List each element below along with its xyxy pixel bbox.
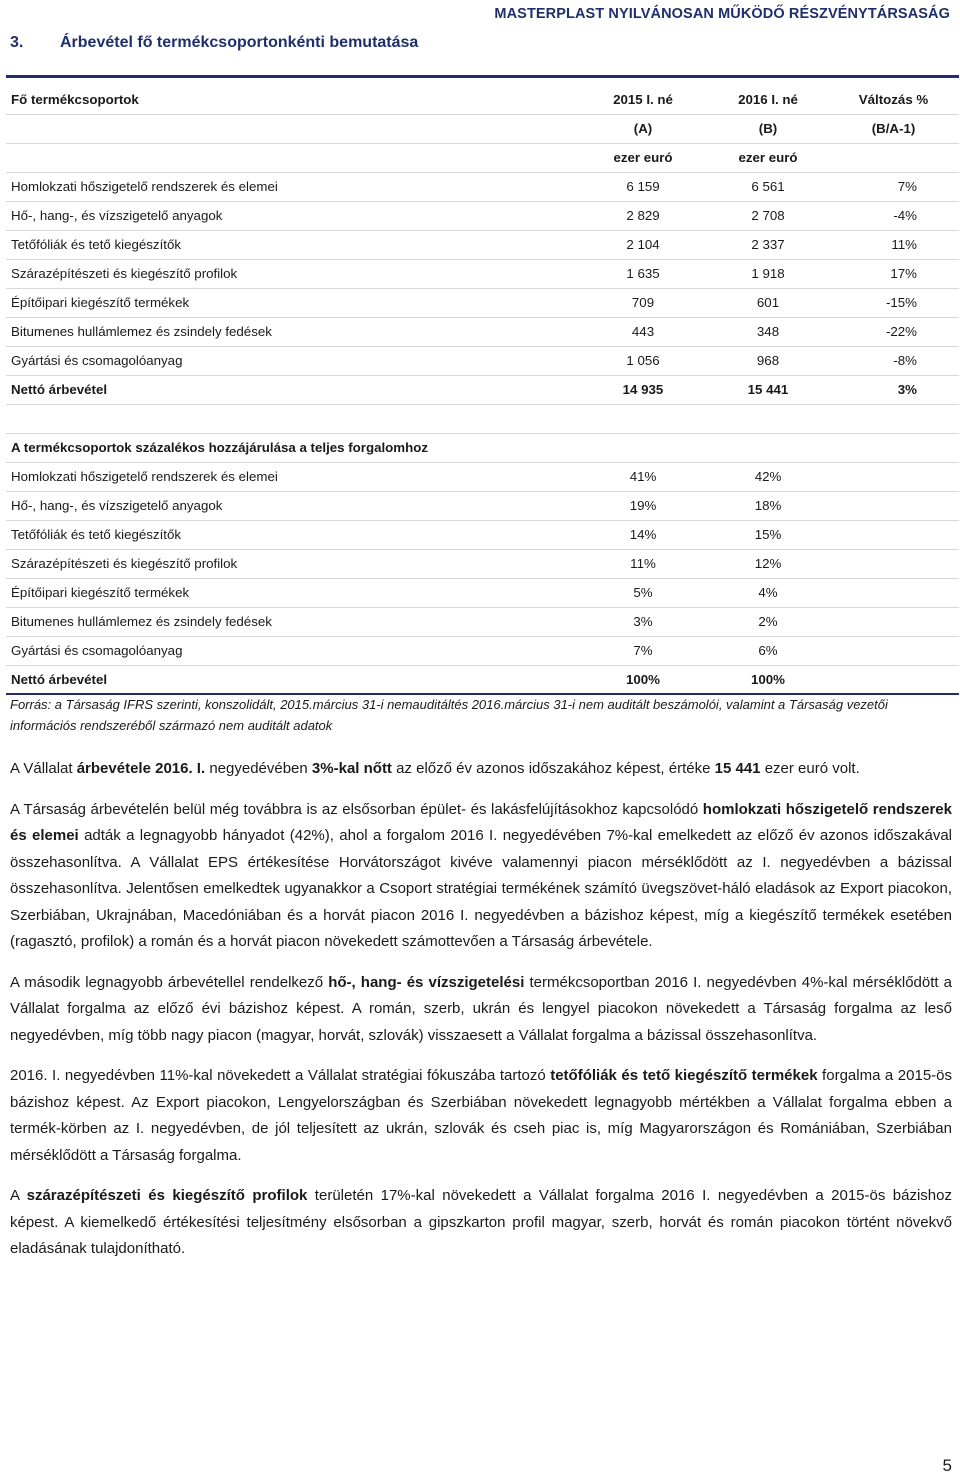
- table-row: [6, 230, 959, 259]
- text-run: területén 17%-kal növekedett a Vállalat forgalma 2016 I. negyedévben a 2015-ös bázishoz képest. A kiemelkedő értékesítési teljesítmény elsősorban a gipszkarton profil magyar, szerb, horvát és román piacokon történt növekvő eladásának tulajdonítható.: [10, 1187, 952, 1257]
- share-2016: 2%: [708, 607, 828, 636]
- product-group-label: Bitumenes hullámlemez és zsindely fedések: [6, 317, 578, 346]
- text-run: az előző év azonos időszakához képest, értéke: [391, 760, 715, 777]
- value-2015: 709: [578, 288, 708, 317]
- text-run: adták a legnagyobb hányadot (42%), ahol a forgalom 2016 I. negyedévében 7%-kal emelkedett az előző év azonos időszakával összehasonlítva. A Vállalat EPS értékesítése Horvátországot kivéve valamennyi piacon mérséklődött az I. negyedévben a bázissal összehasonlítva. Jelentősen emelkedtek ugyanakkor a Csoport stratégiai termékének számító üvegszövet-háló eladások az Export piacokon, Szerbiában, Ukrajnában, Macedóniában és a horvát piacon 2016 I. negyedévben a bázishoz képest, míg a kiegészítő termékek esetében (ragasztó, profilok) a román és a horvát piacon növekedett számottevően a Társaság árbevétele.: [10, 827, 952, 950]
- company-name: MASTERPLAST NYILVÁNOSAN MŰKÖDŐ RÉSZVÉNYTÁRSASÁG: [494, 6, 950, 22]
- value-2016: 2 337: [708, 230, 828, 259]
- product-group-label: Építőipari kiegészítő termékek: [6, 578, 578, 607]
- share-2016: 42%: [708, 462, 828, 491]
- total-label: Nettó árbevétel: [6, 375, 578, 404]
- value-2016: 348: [708, 317, 828, 346]
- value-2016: 601: [708, 288, 828, 317]
- table-row: [6, 607, 959, 636]
- product-group-label: Hő-, hang-, és vízszigetelő anyagok: [6, 201, 578, 230]
- share-2015: 14%: [578, 520, 708, 549]
- paragraph: [10, 970, 952, 1050]
- empty-cell: [828, 549, 959, 578]
- change-percent: -8%: [828, 346, 959, 375]
- bold-text: 15 441: [714, 760, 761, 777]
- bold-text: 3%-kal nőtt: [311, 760, 392, 777]
- revenue-table: [6, 85, 959, 695]
- empty-cell: [828, 520, 959, 549]
- table-row: [6, 259, 959, 288]
- text-run: A Társaság árbevételén belül még továbbra is az elsősorban épület- és lakásfelújításokhoz kapcsolódó: [10, 800, 703, 818]
- bold-text: homlokzati hőszigetelő rendszerek és elemei: [10, 800, 952, 844]
- paragraph: [10, 756, 952, 783]
- share-2015: 3%: [578, 607, 708, 636]
- product-group-label: Gyártási és csomagolóanyag: [6, 346, 578, 375]
- empty-cell: [828, 404, 959, 433]
- text-run: A: [10, 1187, 27, 1204]
- change-percent: -4%: [828, 201, 959, 230]
- bold-text: szárazépítészeti és kiegészítő profilok: [26, 1187, 308, 1204]
- share-2016: 12%: [708, 549, 828, 578]
- paragraph: [10, 1063, 952, 1169]
- table-row: [6, 636, 959, 665]
- page-number: 5: [942, 1456, 952, 1475]
- spacer-row: [6, 404, 959, 433]
- table-subheader-row: [6, 114, 959, 143]
- header-col-b: 2016 I. né: [708, 85, 828, 114]
- empty-cell: [708, 404, 828, 433]
- value-2015: 443: [578, 317, 708, 346]
- header-label: Fő termékcsoportok: [6, 85, 578, 114]
- empty-cell: [828, 491, 959, 520]
- table-row: [6, 462, 959, 491]
- product-group-label: Szárazépítészeti és kiegészítő profilok: [6, 259, 578, 288]
- empty-cell: [828, 665, 959, 694]
- table-row: [6, 520, 959, 549]
- value-2015: 2 829: [578, 201, 708, 230]
- section-title-text: Árbevétel fő termékcsoportonkénti bemutatása: [60, 34, 419, 51]
- header-col-c-sub: (B/A-1): [828, 114, 959, 143]
- header-col-c: Változás %: [828, 85, 959, 114]
- empty-cell: [828, 578, 959, 607]
- total-change: 3%: [828, 375, 959, 404]
- empty-cell: [578, 433, 708, 462]
- text-run: A Vállalat: [10, 760, 77, 777]
- share-2016: 6%: [708, 636, 828, 665]
- empty-cell: [6, 114, 578, 143]
- table-row: [6, 201, 959, 230]
- change-percent: -15%: [828, 288, 959, 317]
- table-row: [6, 491, 959, 520]
- text-run: forgalma a 2015-ös bázishoz képest. Az Export piacokon, Lengyelországban és Szerbiában növekedett legnagyobb mértékben a Vállalat forgalma ebben a termék-körben az I. negyedévben, de jól teljesített az ukrán, szlovák és cseh piac is, míg Magyarországon és Romániában, Szerbiában mérséklődött a Társaság forgalma.: [10, 1067, 952, 1164]
- empty-cell: [578, 404, 708, 433]
- change-percent: 7%: [828, 172, 959, 201]
- body-text: [10, 756, 952, 1277]
- empty-cell: [828, 462, 959, 491]
- total-2016: 15 441: [708, 375, 828, 404]
- table-unit-row: [6, 143, 959, 172]
- header-col-a-unit: ezer euró: [578, 143, 708, 172]
- header-col-a-sub: (A): [578, 114, 708, 143]
- share-2016: 15%: [708, 520, 828, 549]
- text-run: 2016. I. negyedévben 11%-kal növekedett a Vállalat stratégiai fókuszába tartozó: [10, 1067, 551, 1084]
- table-row: [6, 549, 959, 578]
- value-2016: 968: [708, 346, 828, 375]
- value-2016: 2 708: [708, 201, 828, 230]
- text-run: A második legnagyobb árbevétellel rendelkező: [10, 973, 329, 991]
- table-row: [6, 172, 959, 201]
- share-2015: 19%: [578, 491, 708, 520]
- empty-cell: [828, 607, 959, 636]
- share-2016: 18%: [708, 491, 828, 520]
- empty-cell: [6, 143, 578, 172]
- section-number: 3.: [10, 34, 24, 51]
- share-section-title: A termékcsoportok százalékos hozzájárulása a teljes forgalomhoz: [6, 433, 578, 462]
- table-row: [6, 578, 959, 607]
- header-col-a: 2015 I. né: [578, 85, 708, 114]
- text-run: termékcsoportban 2016 I. negyedévben 4%-kal mérséklődött a Vállalat forgalma az előző évi bázishoz képest. A román, szerb, ukrán és lengyel piacokon növekedett a Társaság forgalma az leső negyedévben, míg több nagy piacon (magyar, horvát, szlovák) visszaesett a Vállalat forgalma a bázissal összehasonlítva.: [10, 973, 952, 1044]
- share-2015: 7%: [578, 636, 708, 665]
- text-run: ezer euró volt.: [760, 760, 860, 777]
- share-total-2015: 100%: [578, 665, 708, 694]
- paragraph: [10, 797, 952, 956]
- empty-cell: [708, 433, 828, 462]
- product-group-label: Tetőfóliák és tető kiegészítők: [6, 520, 578, 549]
- share-total-row: [6, 665, 959, 694]
- value-2016: 6 561: [708, 172, 828, 201]
- share-total-2016: 100%: [708, 665, 828, 694]
- paragraph: [10, 1183, 952, 1263]
- empty-cell: [828, 433, 959, 462]
- change-percent: 11%: [828, 230, 959, 259]
- empty-cell: [828, 636, 959, 665]
- value-2016: 1 918: [708, 259, 828, 288]
- product-group-label: Építőipari kiegészítő termékek: [6, 288, 578, 317]
- table-header-row: [6, 85, 959, 114]
- product-group-label: Gyártási és csomagolóanyag: [6, 636, 578, 665]
- product-group-label: Homlokzati hőszigetelő rendszerek és elemei: [6, 462, 578, 491]
- header-rule: [6, 75, 959, 78]
- change-percent: 17%: [828, 259, 959, 288]
- change-percent: -22%: [828, 317, 959, 346]
- header-col-b-unit: ezer euró: [708, 143, 828, 172]
- product-group-label: Bitumenes hullámlemez és zsindely fedések: [6, 607, 578, 636]
- product-group-label: Homlokzati hőszigetelő rendszerek és elemei: [6, 172, 578, 201]
- share-2015: 11%: [578, 549, 708, 578]
- empty-cell: [828, 143, 959, 172]
- share-2015: 41%: [578, 462, 708, 491]
- product-group-label: Szárazépítészeti és kiegészítő profilok: [6, 549, 578, 578]
- product-group-label: Tetőfóliák és tető kiegészítők: [6, 230, 578, 259]
- table-row: [6, 346, 959, 375]
- share-2015: 5%: [578, 578, 708, 607]
- revenue-total-row: [6, 375, 959, 404]
- text-run: negyedévében: [205, 760, 312, 777]
- value-2015: 1 635: [578, 259, 708, 288]
- total-2015: 14 935: [578, 375, 708, 404]
- bold-text: tetőfóliák és tető kiegészítő termékek: [550, 1067, 818, 1084]
- header-col-b-sub: (B): [708, 114, 828, 143]
- value-2015: 6 159: [578, 172, 708, 201]
- share-2016: 4%: [708, 578, 828, 607]
- share-title-row: [6, 433, 959, 462]
- section-title: [10, 34, 418, 52]
- source-note: Forrás: a Társaság IFRS szerinti, konszolidált, 2015.március 31-i nemauditáltés 2016.március 31-i nem auditált beszámolói, valamint a Társaság vezetői információs rendszeréből származó nem auditált adatok: [10, 697, 888, 733]
- total-label: Nettó árbevétel: [6, 665, 578, 694]
- table-row: [6, 317, 959, 346]
- empty-cell: [6, 404, 578, 433]
- table-row: [6, 288, 959, 317]
- value-2015: 2 104: [578, 230, 708, 259]
- bold-text: hő-, hang- és vízszigetelési: [328, 973, 525, 991]
- value-2015: 1 056: [578, 346, 708, 375]
- product-group-label: Hő-, hang-, és vízszigetelő anyagok: [6, 491, 578, 520]
- bold-text: árbevétele 2016. I.: [76, 760, 206, 777]
